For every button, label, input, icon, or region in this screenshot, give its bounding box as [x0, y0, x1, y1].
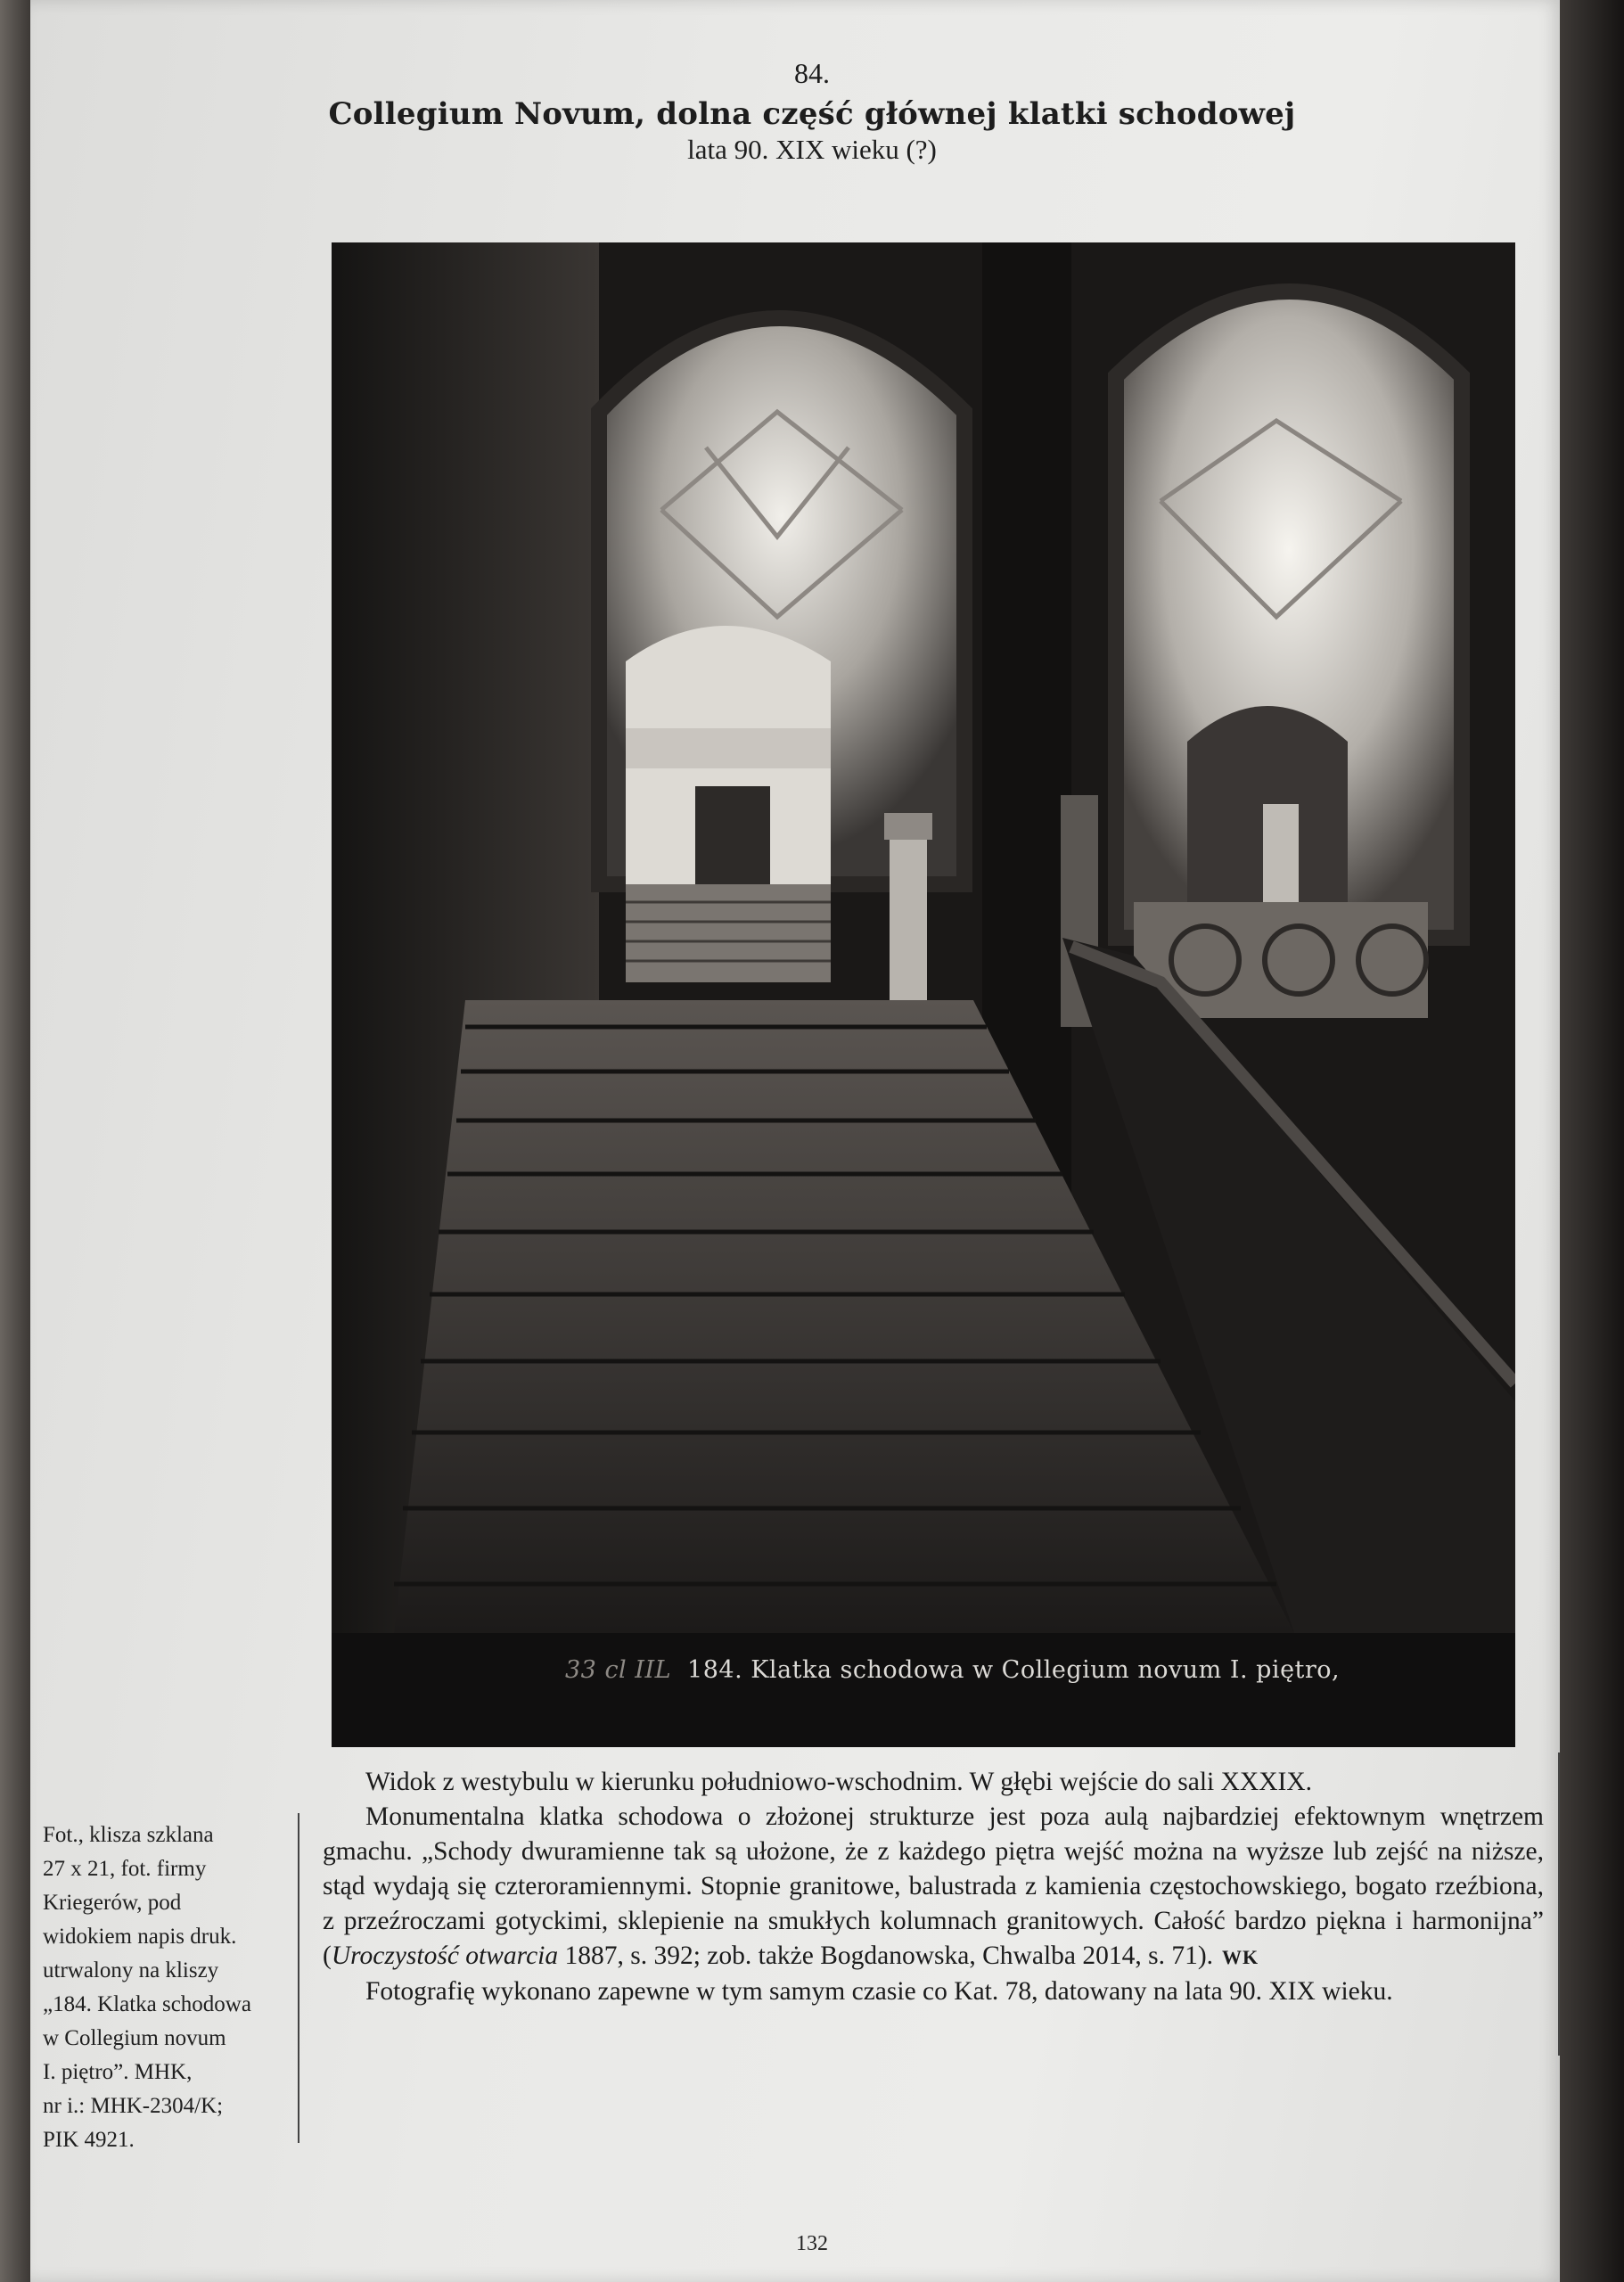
sidebar-line: widokiem napis druk.: [43, 1925, 237, 1949]
page-title: Collegium Novum, dolna część głównej klatki schodowej: [328, 96, 1296, 132]
sidebar-line: I. piętro”. MHK,: [43, 2060, 193, 2084]
sidebar-divider: [298, 1813, 299, 2143]
page-edge-shadow: [1560, 0, 1624, 2282]
sidebar-line: „184. Klatka schodowa: [43, 1992, 251, 2016]
sidebar-line: Kriegerów, pod: [43, 1891, 182, 1915]
paragraph-3: Fotografię wykonano zapewne w tym samym czasie co Kat. 78, datowany na lata 90. XIX wieku.: [365, 1977, 1393, 2006]
text-divider: [1558, 1753, 1560, 2056]
sidebar-line: utrwalony na kliszy: [43, 1958, 219, 1982]
plate-mark: 33 cl IIL: [565, 1656, 672, 1684]
plate-caption-text: 184. Klatka schodowa w Collegium novum I. piętro,: [687, 1656, 1341, 1684]
paragraph-1: Widok z westybulu w kierunku południowo-wschodnim. W głębi wejście do sali XXXIX.: [365, 1768, 1313, 1796]
photo-metadata-sidebar: [43, 1818, 283, 2157]
catalogue-entry-text: [323, 1765, 1544, 2009]
staircase-photo-illustration: [332, 242, 1515, 1747]
paragraph-2-tail: 1887, s. 392; zob. także Bogdanowska, Chwalba 2014, s. 71).: [558, 1941, 1214, 1970]
plate-inscription: [332, 1656, 1515, 1684]
historical-photograph: [332, 242, 1515, 1747]
cited-title: Uroczystość otwarcia: [331, 1941, 559, 1970]
author-initials: WK: [1222, 1946, 1259, 1968]
sidebar-line: Fot., klisza szklana: [43, 1823, 214, 1847]
book-spine: [0, 0, 30, 2282]
sidebar-line: 27 x 21, fot. firmy: [43, 1857, 207, 1881]
page-subtitle: lata 90. XIX wieku (?): [687, 134, 937, 165]
catalogue-number: 84.: [794, 57, 830, 89]
sidebar-line: w Collegium novum: [43, 2026, 226, 2050]
paragraph-2-main: Monumentalna klatka schodowa o złożonej strukturze jest poza aulą najbardziej efektownym wnętrzem gmachu. „Schody dwuramienne tak są ułożone, że z każdego piętra wejść można na wyższe lub zejść na niższe, stąd wydają się czteroramiennymi. Stopnie granitowe, balustrada z kamienia częstochowskiego, bogato rzeźbiona, z przeźroczami gotyckimi, sklepienie na smukłych kolumnach granitowych. Całość bardzo piękna i harmonijna” (: [323, 1802, 1544, 1970]
sidebar-line: PIK 4921.: [43, 2128, 135, 2152]
paragraph-2: [323, 1800, 1544, 1974]
sidebar-line: nr i.: MHK-2304/K;: [43, 2094, 224, 2118]
page-number: 132: [796, 2232, 828, 2255]
